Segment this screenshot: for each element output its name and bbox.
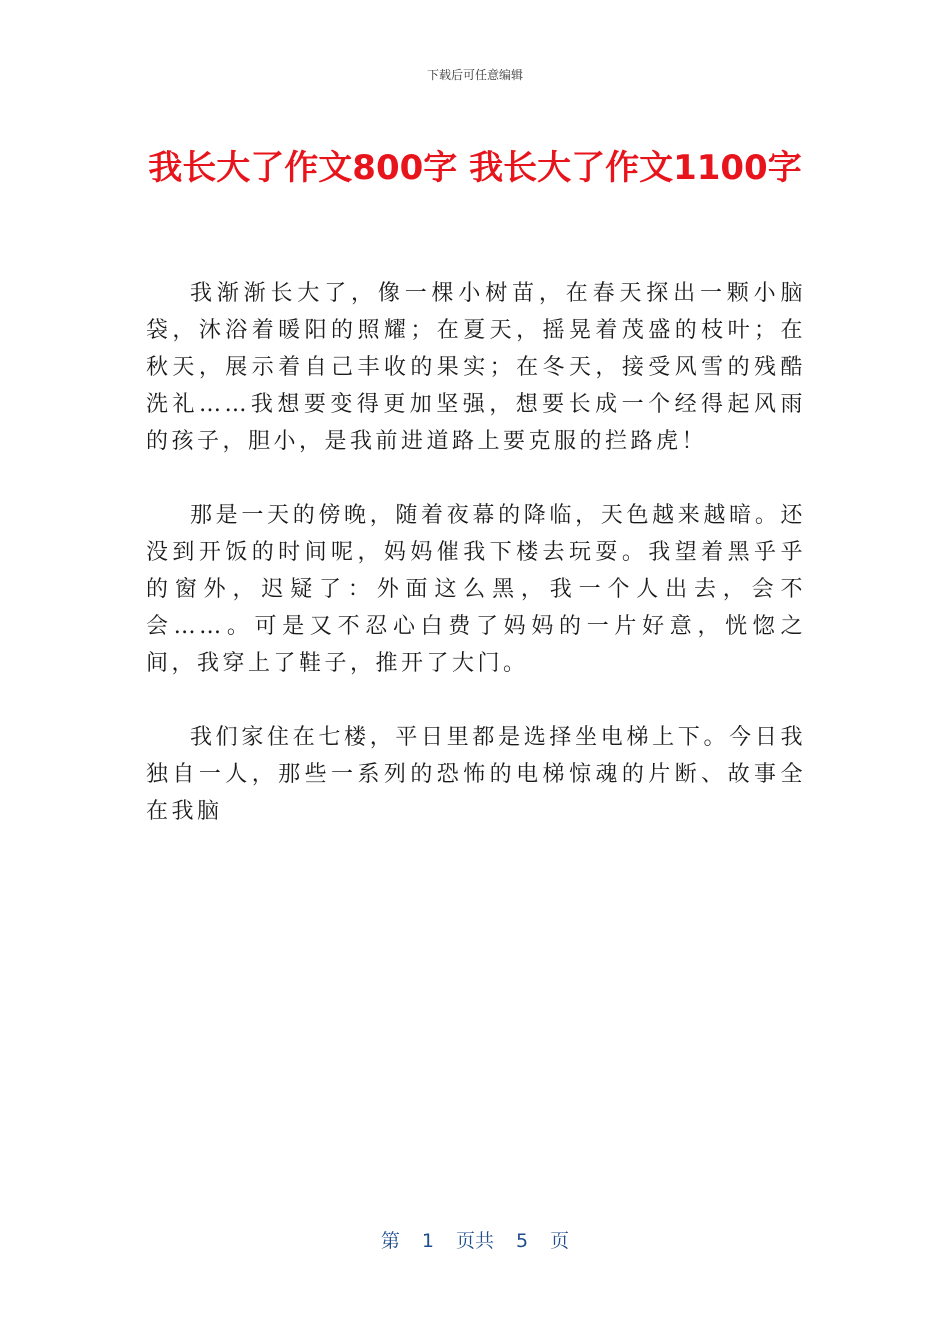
footer-current-page: 1 xyxy=(421,1230,434,1252)
page-title: 我长大了作文800字 我长大了作文1100字 xyxy=(148,148,802,188)
header-note: 下载后可任意编辑 xyxy=(426,68,523,82)
footer-middle: 页共 xyxy=(455,1230,494,1252)
paragraph-1: 我渐渐长大了，像一棵小树苗，在春天探出一颗小脑袋，沐浴着暖阳的照耀；在夏天，摇晃着茂盛的枝叶；在秋天，展示着自己丰收的果实；在冬天，接受风雪的残酷洗礼……我想要变得更加坚强，想要长成一个经得起风雨的孩子，胆小，是我前进道路上要克服的拦路虎！ xyxy=(146,281,806,454)
paragraph-3: 我们家住在七楼，平日里都是选择坐电梯上下。今日我独自一人，那些一系列的恐怖的电梯惊魂的片断、故事全在我脑 xyxy=(146,725,806,824)
paragraph-2: 那是一天的傍晚，随着夜幕的降临，天色越来越暗。还没到开饭的时间呢，妈妈催我下楼去玩耍。我望着黑乎乎的窗外，迟疑了：外面这么黑，我一个人出去，会不会……。可是又不忍心白费了妈妈的一片好意，恍惚之间，我穿上了鞋子，推开了大门。 xyxy=(146,503,806,676)
footer-suffix: 页 xyxy=(550,1230,570,1252)
footer-prefix: 第 xyxy=(380,1230,400,1252)
page-footer xyxy=(0,1226,950,1253)
footer-total-pages: 5 xyxy=(516,1230,529,1252)
document-body xyxy=(146,275,806,867)
